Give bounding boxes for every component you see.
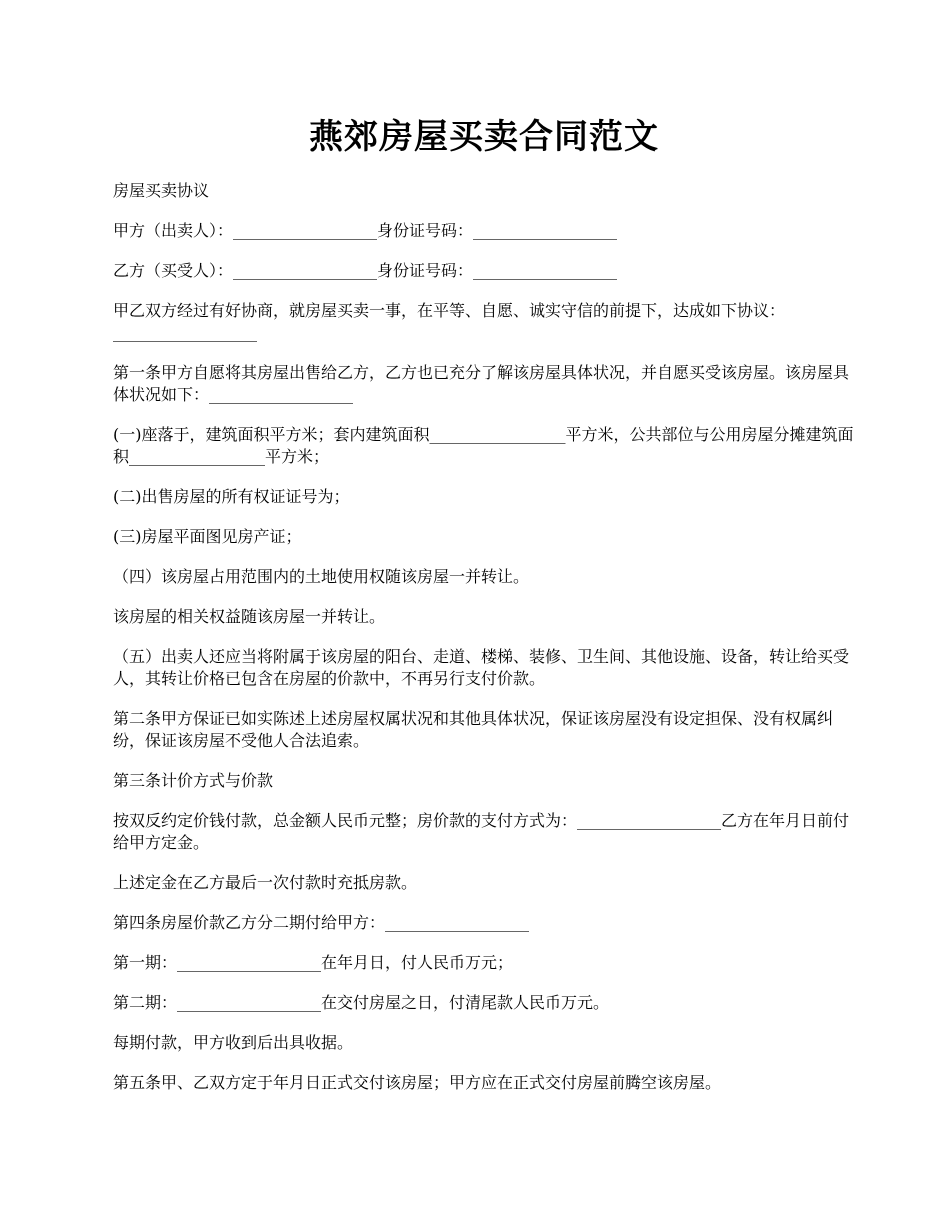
paragraph: 房屋买卖协议 <box>113 181 210 200</box>
paragraph: 第四条房屋价款乙方分二期付给甲方：__________________ <box>113 913 530 932</box>
paragraph: (三)房屋平面图见房产证； <box>113 527 302 546</box>
paragraph: 每期付款，甲方收到后出具收据。 <box>113 1033 354 1052</box>
document-body <box>113 180 855 1094</box>
paragraph: （四）该房屋占用范围内的土地使用权随该房屋一并转让。 <box>113 567 530 586</box>
paragraph: (一)座落于，建筑面积平方米；套内建筑面积_________________平方米，公共部位与公用房屋分摊建筑面积_________________平方米； <box>113 425 854 466</box>
paragraph: 甲乙双方经过有好协商，就房屋买卖一事，在平等、自愿、诚实守信的前提下，达成如下协议：__________________ <box>113 301 786 342</box>
document-title: 燕郊房屋买卖合同范文 <box>309 117 659 157</box>
paragraph: (二)出售房屋的所有权证证号为； <box>113 487 350 506</box>
paragraph: 甲方（出卖人）：__________________身份证号码：__________________ <box>113 221 618 240</box>
document-page <box>113 112 855 1112</box>
paragraph: 乙方（买受人）：__________________身份证号码：__________________ <box>113 261 618 280</box>
paragraph: 第五条甲、乙双方定于年月日正式交付该房屋；甲方应在正式交付房屋前腾空该房屋。 <box>113 1073 722 1092</box>
paragraph: 第一期：__________________在年月日，付人民币万元； <box>113 953 514 972</box>
paragraph: 第二条甲方保证已如实陈述上述房屋权属状况和其他具体状况，保证该房屋没有设定担保、没有权属纠纷，保证该房屋不受他人合法追索。 <box>113 709 834 750</box>
paragraph: 上述定金在乙方最后一次付款时充抵房款。 <box>113 873 418 892</box>
paragraph: 第三条计价方式与价款 <box>113 771 274 790</box>
paragraph: （五）出卖人还应当将附属于该房屋的阳台、走道、楼梯、装修、卫生间、其他设施、设备，转让给买受人，其转让价格已包含在房屋的价款中，不再另行支付价款。 <box>113 647 850 688</box>
paragraph: 按双反约定价钱付款，总金额人民币元整；房价款的支付方式为：__________________乙方在年月日前付给甲方定金。 <box>113 811 850 852</box>
paragraph: 该房屋的相关权益随该房屋一并转让。 <box>113 607 386 626</box>
paragraph: 第二期：__________________在交付房屋之日，付清尾款人民币万元。 <box>113 993 610 1012</box>
paragraph: 第一条甲方自愿将其房屋出售给乙方，乙方也已充分了解该房屋具体状况，并自愿买受该房屋。该房屋具体状况如下：__________________ <box>113 363 850 404</box>
